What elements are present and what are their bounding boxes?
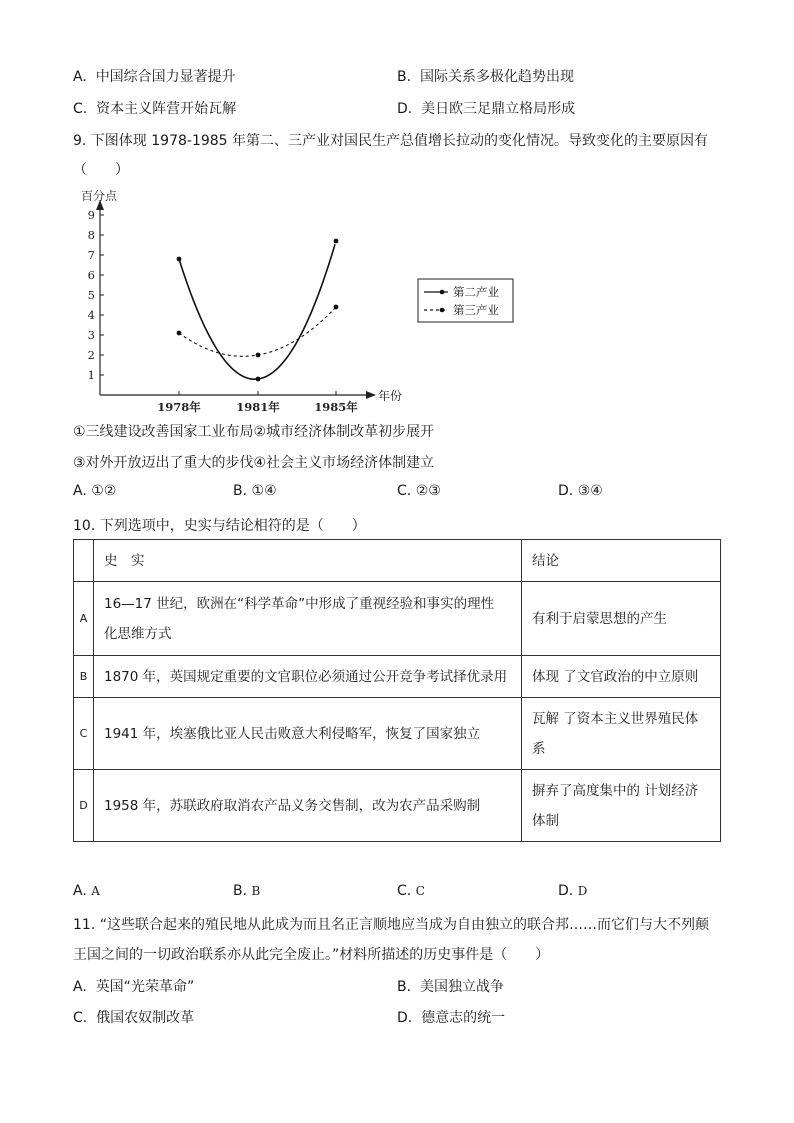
option-text: 中国综合国力显著提升 — [95, 69, 236, 85]
fact-line: 1941 年，埃塞俄比亚人民击败意大利侵略军，恢复了国家独立 — [104, 725, 481, 742]
option-text: B — [251, 884, 261, 898]
y-tick-label: 3 — [87, 328, 95, 342]
option-label: D. — [558, 883, 574, 899]
option-label: B. — [233, 483, 248, 499]
data-point — [177, 257, 182, 262]
q11-option-c — [73, 1007, 194, 1027]
row-letter: D — [74, 770, 94, 842]
conclusion-line: 体现 了文官政治的中立原则 — [532, 668, 699, 685]
q8-option-c — [73, 98, 236, 118]
option-label: A. — [73, 979, 87, 995]
q10-option-b — [233, 883, 260, 899]
q10-option-c — [397, 883, 425, 899]
row-conclusion — [522, 656, 721, 698]
row-letter: B — [74, 656, 94, 698]
legend-marker — [440, 308, 445, 313]
q8-option-b — [397, 66, 574, 86]
y-tick-label: 9 — [87, 208, 95, 222]
row-fact — [94, 698, 522, 770]
y-tick-label: 7 — [87, 248, 95, 262]
option-label: A. — [73, 69, 87, 85]
y-tick-label: 5 — [87, 288, 95, 302]
header-letter-cell — [74, 540, 94, 582]
option-label: A. — [73, 483, 87, 499]
option-text: 俄国农奴制改革 — [96, 1010, 195, 1026]
option-text: 美日欧三足鼎立格局形成 — [421, 101, 576, 117]
q10-option-d — [558, 883, 587, 899]
fact-line: 16—17 世纪，欧洲在“科学革命”中形成了重视经验和事实的理性 — [104, 595, 495, 612]
option-label: C. — [397, 883, 412, 899]
table-row — [74, 698, 721, 770]
option-label: A. — [73, 883, 87, 899]
q9-statement1: ①三线建设改善国家工业布局②城市经济体制改革初步展开 — [73, 424, 435, 440]
data-point — [334, 305, 339, 310]
y-tick-label: 8 — [87, 228, 95, 242]
data-point — [256, 353, 261, 358]
option-text: 美国独立战争 — [419, 979, 504, 995]
option-text: 德意志的统一 — [421, 1010, 506, 1026]
conclusion-line: 摒弃了高度集中的 计划经济 — [532, 782, 699, 799]
row-fact — [94, 770, 522, 842]
row-letter: A — [74, 582, 94, 656]
fact-line: 1870 年，英国规定重要的文官职位必须通过公开竞争考试择优录用 — [104, 668, 508, 685]
q9-stem-line1: 9. 下图体现 1978-1985 年第二、三产业对国民生产总值增长拉动的变化情况。导致变化的主要原因有 — [73, 133, 709, 149]
row-fact — [94, 582, 522, 656]
option-label: C. — [73, 1010, 88, 1026]
option-label: D. — [397, 101, 413, 117]
conclusion-line: 系 — [532, 740, 546, 757]
q11-option-a — [73, 976, 194, 996]
conclusion-line: 体制 — [532, 812, 559, 829]
q9-option-d — [558, 483, 603, 499]
table-header-row — [74, 540, 721, 582]
q10-stem: 10. 下列选项中，史实与结论相符的是（ ） — [73, 518, 366, 534]
legend-label: 第三产业 — [453, 303, 499, 317]
header-fact: 史 实 — [94, 540, 522, 582]
q11-stem-line1: 11. “这些联合起来的殖民地从此成为而且名正言顺地应当成为自由独立的联合邦……而它们与大不列颠 — [73, 917, 709, 933]
q11-stem-line2: 王国之间的一切政治联系亦从此完全废止。”材料所描述的历史事件是（ ） — [73, 947, 550, 963]
data-point — [177, 331, 182, 336]
q9-line-chart — [78, 184, 518, 414]
q9-statement2: ③对外开放迈出了重大的步伐④社会主义市场经济体制建立 — [73, 455, 435, 471]
row-conclusion — [522, 770, 721, 842]
conclusion-line: 有利于启蒙思想的产生 — [532, 610, 667, 627]
q10-table — [73, 539, 721, 842]
fact-line: 化思维方式 — [104, 625, 172, 642]
option-label: B. — [397, 69, 412, 85]
option-label: B. — [233, 883, 248, 899]
q11-option-b — [397, 976, 504, 996]
q9-option-b — [233, 483, 277, 499]
q11-option-d — [397, 1007, 505, 1027]
option-text: ①② — [91, 483, 117, 499]
y-axis-label: 百分点 — [81, 189, 118, 203]
option-text: 英国“光荣革命” — [95, 979, 195, 995]
row-conclusion — [522, 582, 721, 656]
fact-line: 1958 年，苏联政府取消农产品义务交售制，改为农产品采购制 — [104, 797, 481, 814]
x-axis-label: 年份 — [378, 389, 403, 403]
data-point — [334, 239, 339, 244]
legend-marker — [440, 290, 445, 295]
q8-option-a — [73, 66, 236, 86]
option-text: A — [91, 884, 100, 898]
option-text: ②③ — [415, 483, 441, 499]
option-text: ③④ — [577, 483, 603, 499]
option-label: D. — [397, 1010, 413, 1026]
series-line-1 — [179, 244, 335, 379]
y-tick-label: 1 — [87, 368, 95, 382]
header-conclusion: 结论 — [522, 540, 721, 582]
option-label: C. — [397, 483, 412, 499]
conclusion-line: 瓦解 了资本主义世界殖民体 — [532, 710, 699, 727]
option-text: 国际关系多极化趋势出现 — [419, 69, 574, 85]
option-text: C — [415, 884, 425, 898]
y-tick-label: 2 — [87, 348, 95, 362]
y-tick-label: 6 — [87, 268, 95, 282]
table-row — [74, 770, 721, 842]
option-label: C. — [73, 101, 88, 117]
q8-option-d — [397, 98, 575, 118]
q9-option-a — [73, 483, 116, 499]
option-label: B. — [397, 979, 412, 995]
option-text: D — [577, 884, 588, 898]
legend-label: 第二产业 — [453, 285, 499, 299]
x-tick-label: 1985年 — [314, 400, 358, 414]
row-fact — [94, 656, 522, 698]
table-row — [74, 656, 721, 698]
option-label: D. — [558, 483, 574, 499]
x-axis-arrow — [366, 391, 376, 399]
table-row — [74, 582, 721, 656]
q10-option-a — [73, 883, 100, 899]
option-text: ①④ — [251, 483, 277, 499]
chart-svg — [78, 184, 518, 414]
data-point — [256, 377, 261, 382]
row-letter: C — [74, 698, 94, 770]
q9-stem-line2: （ ） — [73, 162, 129, 178]
x-tick-label: 1981年 — [236, 400, 280, 414]
q9-option-c — [397, 483, 441, 499]
x-tick-label: 1978年 — [157, 400, 201, 414]
row-conclusion — [522, 698, 721, 770]
series-line-2 — [179, 308, 335, 356]
option-text: 资本主义阵营开始瓦解 — [96, 101, 237, 117]
y-tick-label: 4 — [87, 308, 95, 322]
